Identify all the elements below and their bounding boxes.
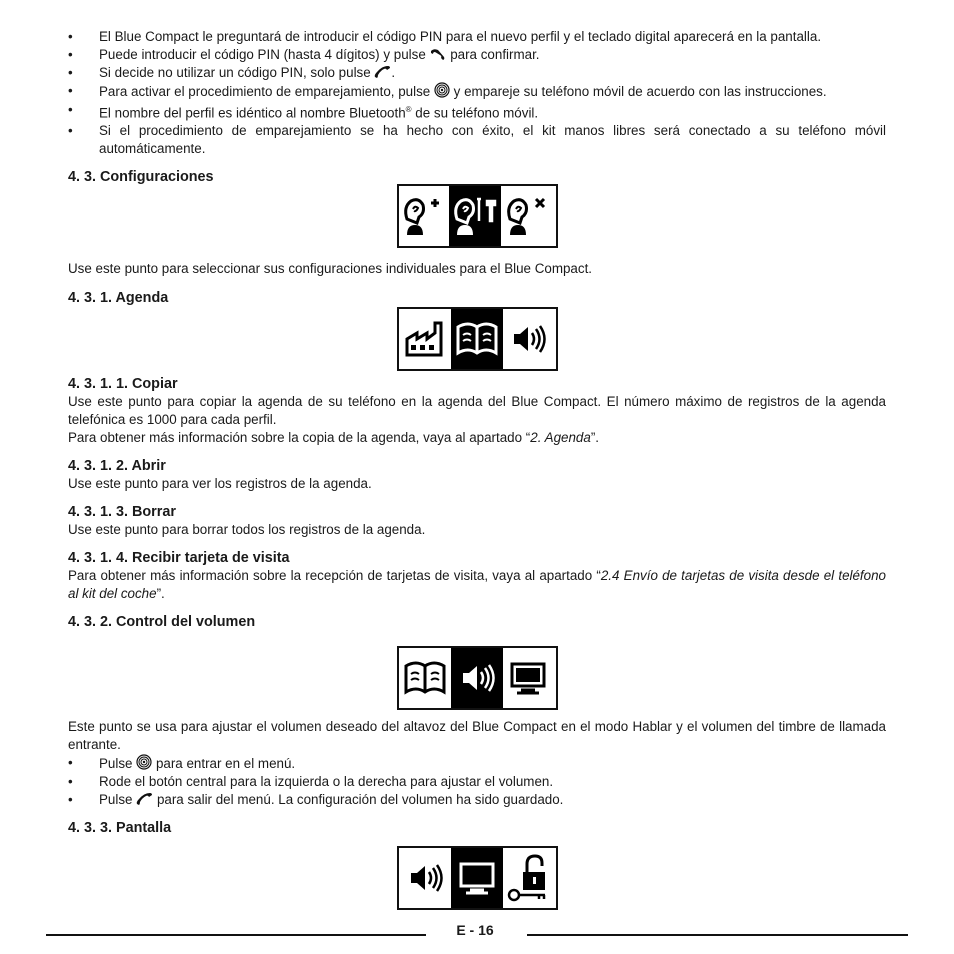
section-heading: 4. 3. 3. Pantalla — [68, 820, 172, 836]
text: ”. — [590, 430, 600, 445]
section-heading: 4. 3. 1. 2. Abrir — [68, 458, 166, 474]
footer-rule-left — [46, 934, 426, 936]
phonebook-icon — [399, 648, 451, 708]
call-accept-icon — [429, 48, 446, 61]
monitor-icon — [503, 648, 552, 708]
factory-icon — [399, 309, 451, 369]
page-content — [68, 28, 886, 186]
text: Para obtener más información sobre la copia de la agenda, vaya al apartado “ — [68, 430, 531, 445]
section-heading: 4. 3. 2. Control del volumen — [68, 614, 256, 630]
section-volumen-body — [68, 718, 886, 837]
center-button-icon — [434, 82, 450, 98]
bullet-text: Si el procedimiento de emparejamiento se ha hecho con éxito, el kit manos libres será conectado a su teléfono móvil automáticamente. — [99, 123, 886, 157]
lcd-menu-config — [397, 184, 558, 248]
cross-reference: 2.4 Envío de tarjetas de visita desde el teléfono al kit del coche — [68, 568, 886, 601]
bullet-text: Pulse — [99, 756, 137, 771]
list-item — [68, 773, 886, 791]
bullet-text: y empareje su teléfono móvil de acuerdo con las instrucciones. — [449, 84, 827, 99]
section-heading: 4. 3. 1. 1. Copiar — [68, 376, 178, 392]
list-item — [68, 28, 886, 46]
section-heading: 4. 3. Configuraciones — [68, 169, 214, 186]
list-item — [68, 791, 886, 809]
section-heading: 4. 3. 1. 4. Recibir tarjeta de visita — [68, 550, 290, 566]
bullet-text: El Blue Compact le preguntará de introducir el código PIN para el nuevo perfil y el teclado digital aparecerá en la pantalla. — [99, 29, 822, 44]
lcd-menu-volumen — [397, 646, 558, 710]
profile-add-icon — [399, 186, 449, 246]
list-item — [68, 46, 886, 64]
lcd-menu-pantalla — [397, 846, 558, 910]
bullet-text: para entrar en el menú. — [152, 756, 296, 771]
bullet-text: Pulse — [99, 792, 137, 807]
paragraph: Use este punto para seleccionar sus configuraciones individuales para el Blue Compact. — [68, 261, 593, 276]
speaker-icon — [503, 309, 552, 369]
call-end-icon — [374, 65, 391, 79]
intro-bullet-list — [68, 28, 886, 158]
paragraph: Use este punto para borrar todos los registros de la agenda. — [68, 522, 426, 537]
list-item — [68, 64, 886, 82]
speaker-icon — [399, 848, 451, 908]
bullet-text: Puede introducir el código PIN (hasta 4 dígitos) y pulse — [99, 47, 430, 62]
paragraph: Este punto se usa para ajustar el volumen deseado del altavoz del Blue Compact en el modo Hablar y el volumen del timbre de llamada entrante. — [68, 719, 886, 752]
paragraph — [68, 429, 886, 447]
paragraph — [68, 567, 886, 603]
footer-rule-right — [527, 934, 908, 936]
bullet-text: Si decide no utilizar un código PIN, solo pulse — [99, 65, 375, 80]
center-button-icon — [136, 754, 152, 770]
bullet-text: . — [391, 65, 396, 80]
bullet-text: Rode el botón central para la izquierda o la derecha para ajustar el volumen. — [99, 774, 554, 789]
bullet-text: El nombre del perfil es idéntico al nombre Bluetooth — [99, 105, 406, 121]
section-heading: 4. 3. 1. Agenda — [68, 290, 169, 306]
section-copiar — [68, 375, 886, 631]
text: Para obtener más información sobre la recepción de tarjetas de visita, vaya al apartado “ — [68, 568, 601, 583]
list-item — [68, 82, 886, 101]
profile-settings-icon — [449, 186, 501, 246]
call-end-icon — [136, 792, 153, 806]
cross-reference: 2. Agenda — [530, 430, 591, 445]
monitor-icon — [451, 848, 503, 908]
lock-key-icon — [503, 848, 552, 908]
list-item — [68, 122, 886, 158]
page-number: E - 16 — [456, 922, 494, 938]
registered-mark: ® — [405, 105, 412, 114]
paragraph: Use este punto para copiar la agenda de su teléfono en la agenda del Blue Compact. El número máximo de registros de la agenda telefónica es 1000 para cada perfil. — [68, 394, 886, 427]
list-item — [68, 101, 886, 122]
text: ”. — [156, 586, 165, 601]
section-heading: 4. 3. 1. 3. Borrar — [68, 504, 176, 520]
bullet-text: para confirmar. — [446, 47, 540, 62]
profile-delete-icon — [501, 186, 552, 246]
bullet-text: Para activar el procedimiento de emparejamiento, pulse — [99, 84, 434, 99]
bullet-text: de su teléfono móvil. — [411, 105, 539, 121]
paragraph: Use este punto para ver los registros de la agenda. — [68, 476, 372, 491]
list-item — [68, 754, 886, 773]
phonebook-icon — [451, 309, 503, 369]
speaker-icon — [451, 648, 503, 708]
lcd-menu-agenda — [397, 307, 558, 371]
bullet-text: para salir del menú. La configuración del volumen ha sido guardado. — [153, 792, 564, 807]
volumen-bullet-list — [68, 754, 886, 809]
